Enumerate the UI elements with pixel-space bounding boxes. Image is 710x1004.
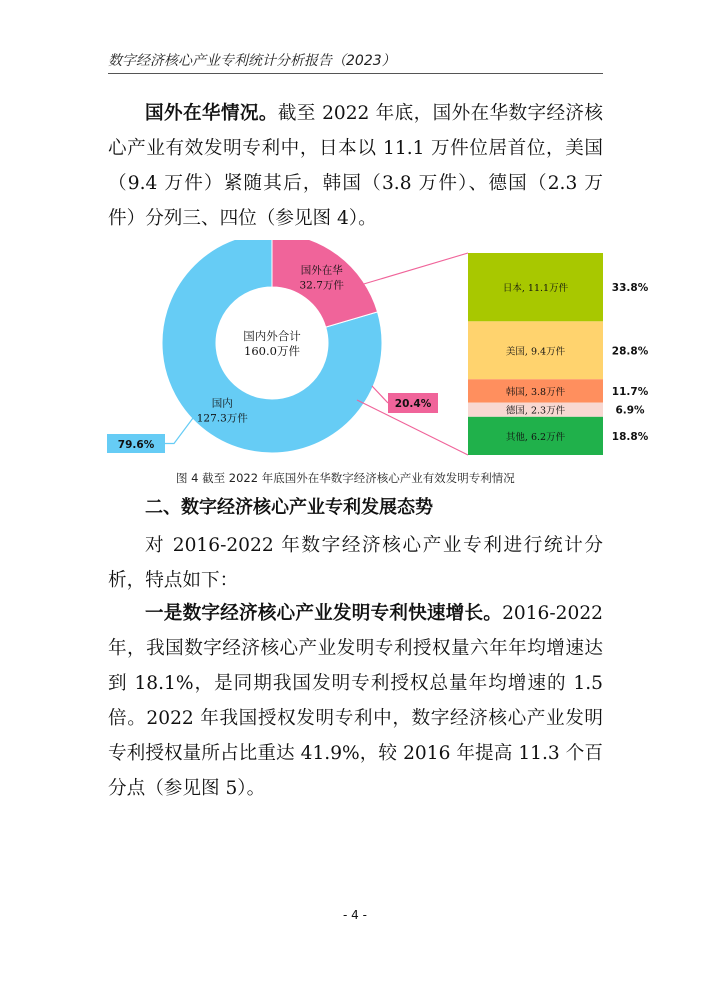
figure-caption: 图 4 截至 2022 年底国外在华数字经济核心产业有效发明专利情况 [176,471,515,485]
page-number: - 4 - [343,908,367,922]
paragraph-growth [108,596,603,806]
paragraph-lead: 一是数字经济核心产业发明专利快速增长。 [145,603,503,624]
paragraph-foreign [108,96,603,236]
donut-slice-label: 国外在华 32.7万件 [299,264,344,292]
bar-percent-label: 6.9% [615,404,645,417]
connector-line [357,253,468,286]
donut-slice-label: 国内 127.3万件 [196,397,248,425]
bar-segment-label: 美国, 9.4万件 [505,346,566,358]
figure-4-chart [0,240,710,468]
donut-chart [107,240,438,453]
bar-segment-label: 韩国, 3.8万件 [505,386,566,398]
header-rule [108,73,603,74]
bar-percent-label: 28.8% [611,345,649,358]
bar-segment-label: 日本, 11.1万件 [502,283,569,295]
paragraph-text: 2016-2022 年，我国数字经济核心产业发明专利授权量六年年均增速达到 18.1%，是同期我国发明专利授权总量年均增速的 1.5 倍。2022 年我国授权发明专利中，数字经济核心产业发明专利授权量所占比重达 41.9%，较 2016 年提高 11.3 个百分点（参见图 5）。 [108,603,603,799]
bar-segment-label: 其他, 6.2万件 [505,431,566,443]
bar-percent-label: 33.8% [611,282,649,295]
percent-label: 20.4% [394,398,432,410]
bar-percent-label: 11.7% [611,385,649,398]
paragraph-intro: 对 2016-2022 年数字经济核心产业专利进行统计分析，特点如下： [108,535,603,591]
paragraph-lead: 国外在华情况。 [145,103,278,124]
bar-percent-label: 18.8% [611,430,649,443]
percent-label: 79.6% [117,439,155,451]
paragraph-text: 截至 2022 年底，国外在华数字经济核心产业有效发明专利中，日本以 11.1 万件位居首位，美国（9.4 万件）紧随其后，韩国（3.8 万件）、德国（2.3 万件）分列三、四位（参见图 4）。 [108,103,603,229]
breakdown-bar-chart [357,253,649,455]
bar-segment-label: 德国, 2.3万件 [505,405,566,417]
donut-center-label: 国内外合计 160.0万件 [243,329,301,358]
section-title: 二、数字经济核心产业专利发展态势 [145,497,433,518]
callout-line [372,386,388,403]
running-header: 数字经济核心产业专利统计分析报告（2023） [108,53,396,69]
